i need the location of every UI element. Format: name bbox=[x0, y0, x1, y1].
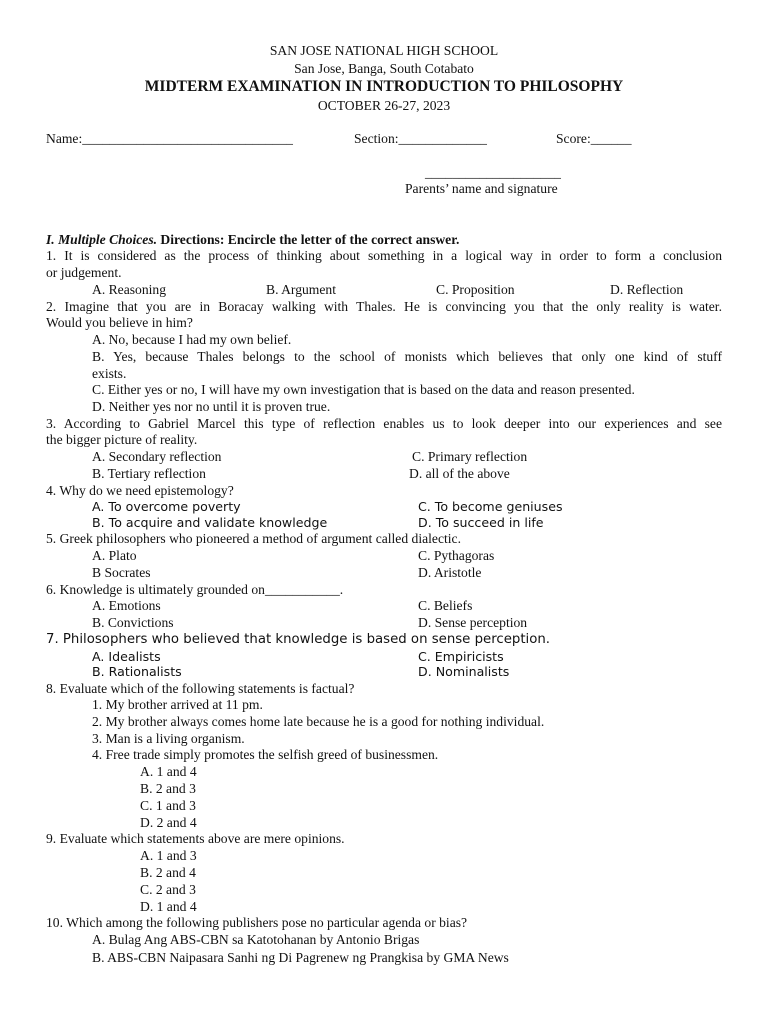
q2-choice-c[interactable]: C. Either yes or no, I will have my own investigation that is based on the data and reason presented. bbox=[92, 382, 635, 397]
q5-choice-a[interactable]: A. Plato bbox=[92, 548, 137, 563]
q3-choice-c[interactable]: C. Primary reflection bbox=[412, 449, 528, 464]
q5-choice-c[interactable]: C. Pythagoras bbox=[418, 548, 495, 563]
q10-choice-b[interactable]: B. ABS-CBN Naipasara Sanhi ng Di Pagrenew ng Prangkisa by GMA News bbox=[92, 950, 509, 965]
q10-choice-a[interactable]: A. Bulag Ang ABS-CBN sa Katotohanan by Antonio Brigas bbox=[92, 932, 420, 947]
q7-text: 7. Philosophers who believed that knowledge is based on sense perception. bbox=[46, 632, 551, 647]
q2-choice-a[interactable]: A. No, because I had my own belief. bbox=[92, 332, 292, 347]
section-field[interactable]: Section:_____________ bbox=[354, 131, 487, 146]
q2-text-line2: Would you believe in him? bbox=[46, 315, 193, 330]
q3-choice-b[interactable]: B. Tertiary reflection bbox=[92, 466, 206, 481]
q1-choice-a[interactable]: A. Reasoning bbox=[92, 282, 167, 297]
q6-choice-c[interactable]: C. Beliefs bbox=[418, 598, 473, 613]
q9-choice-d[interactable]: D. 1 and 4 bbox=[140, 899, 197, 914]
q6-text: 6. Knowledge is ultimately grounded on___________. bbox=[46, 582, 344, 597]
q1-text-line1: 1. It is considered as the process of thinking about something in a logical way in order to form a conclusion bbox=[46, 248, 722, 263]
q2-choice-b-line2[interactable]: exists. bbox=[92, 366, 127, 381]
q9-choice-b[interactable]: B. 2 and 4 bbox=[140, 865, 196, 880]
q4-choice-b[interactable]: B. To acquire and validate knowledge bbox=[92, 515, 328, 530]
q8-choice-d[interactable]: D. 2 and 4 bbox=[140, 815, 197, 830]
q6-choice-b[interactable]: B. Convictions bbox=[92, 615, 174, 630]
q5-choice-d[interactable]: D. Aristotle bbox=[418, 565, 482, 580]
q9-text: 9. Evaluate which statements above are mere opinions. bbox=[46, 831, 345, 846]
q8-statement-3: 3. Man is a living organism. bbox=[92, 731, 245, 746]
part1-title: I. Multiple Choices. bbox=[46, 232, 158, 247]
q2-choice-d[interactable]: D. Neither yes nor no until it is proven true. bbox=[92, 399, 331, 414]
exam-date: OCTOBER 26-27, 2023 bbox=[317, 98, 451, 113]
q6-choice-a[interactable]: A. Emotions bbox=[92, 598, 161, 613]
q8-statement-1: 1. My brother arrived at 11 pm. bbox=[92, 697, 263, 712]
q7-choice-a[interactable]: A. Idealists bbox=[92, 649, 161, 664]
q8-statement-4: 4. Free trade simply promotes the selfish greed of businessmen. bbox=[92, 747, 439, 762]
q1-choice-b[interactable]: B. Argument bbox=[266, 282, 336, 297]
q7-choice-b[interactable]: B. Rationalists bbox=[92, 664, 182, 679]
q9-choice-c[interactable]: C. 2 and 3 bbox=[140, 882, 196, 897]
q1-text-line2: or judgement. bbox=[46, 265, 122, 280]
q8-choice-c[interactable]: C. 1 and 3 bbox=[140, 798, 196, 813]
school-name: SAN JOSE NATIONAL HIGH SCHOOL bbox=[269, 43, 499, 58]
q4-choice-c[interactable]: C. To become geniuses bbox=[418, 499, 563, 514]
q8-choice-a[interactable]: A. 1 and 4 bbox=[140, 764, 197, 779]
q1-choice-c[interactable]: C. Proposition bbox=[436, 282, 515, 297]
q3-choice-a[interactable]: A. Secondary reflection bbox=[92, 449, 222, 464]
q6-choice-d[interactable]: D. Sense perception bbox=[418, 615, 528, 630]
q7-choice-d[interactable]: D. Nominalists bbox=[418, 664, 510, 679]
q4-text: 4. Why do we need epistemology? bbox=[46, 483, 234, 498]
score-field[interactable]: Score:______ bbox=[556, 131, 632, 146]
q5-choice-b[interactable]: B Socrates bbox=[92, 565, 151, 580]
school-address: San Jose, Banga, South Cotabato bbox=[294, 61, 474, 76]
q2-choice-b-line1[interactable]: B. Yes, because Thales belongs to the school of monists which believes that only one kind of stuff bbox=[92, 349, 722, 364]
exam-title: MIDTERM EXAMINATION IN INTRODUCTION TO PHILOSOPHY bbox=[144, 78, 624, 95]
signature-line[interactable]: ____________________ bbox=[425, 165, 561, 180]
q4-choice-d[interactable]: D. To succeed in life bbox=[418, 515, 544, 530]
q8-choice-b[interactable]: B. 2 and 3 bbox=[140, 781, 196, 796]
q10-text: 10. Which among the following publishers pose no particular agenda or bias? bbox=[46, 915, 468, 930]
q2-text-line1: 2. Imagine that you are in Boracay walking with Thales. He is convincing you that the only reality is water. bbox=[46, 299, 722, 314]
q1-choice-d[interactable]: D. Reflection bbox=[610, 282, 684, 297]
part1-heading bbox=[46, 232, 459, 248]
q3-text-line1: 3. According to Gabriel Marcel this type of reflection enables us to look deeper into our experiences and see bbox=[46, 416, 722, 431]
q3-text-line2: the bigger picture of reality. bbox=[46, 432, 198, 447]
q4-choice-a[interactable]: A. To overcome poverty bbox=[92, 499, 241, 514]
q9-choice-a[interactable]: A. 1 and 3 bbox=[140, 848, 197, 863]
q7-choice-c[interactable]: C. Empiricists bbox=[418, 649, 504, 664]
q3-choice-d[interactable]: D. all of the above bbox=[409, 466, 510, 481]
name-field[interactable]: Name:_______________________________ bbox=[46, 131, 293, 146]
q5-text: 5. Greek philosophers who pioneered a method of argument called dialectic. bbox=[46, 531, 461, 546]
signature-label: Parents’ name and signature bbox=[405, 181, 558, 196]
q8-statement-2: 2. My brother always comes home late because he is a good for nothing individual. bbox=[92, 714, 545, 729]
q8-text: 8. Evaluate which of the following statements is factual? bbox=[46, 681, 355, 696]
part1-directions: Directions: Encircle the letter of the correct answer. bbox=[157, 232, 460, 247]
